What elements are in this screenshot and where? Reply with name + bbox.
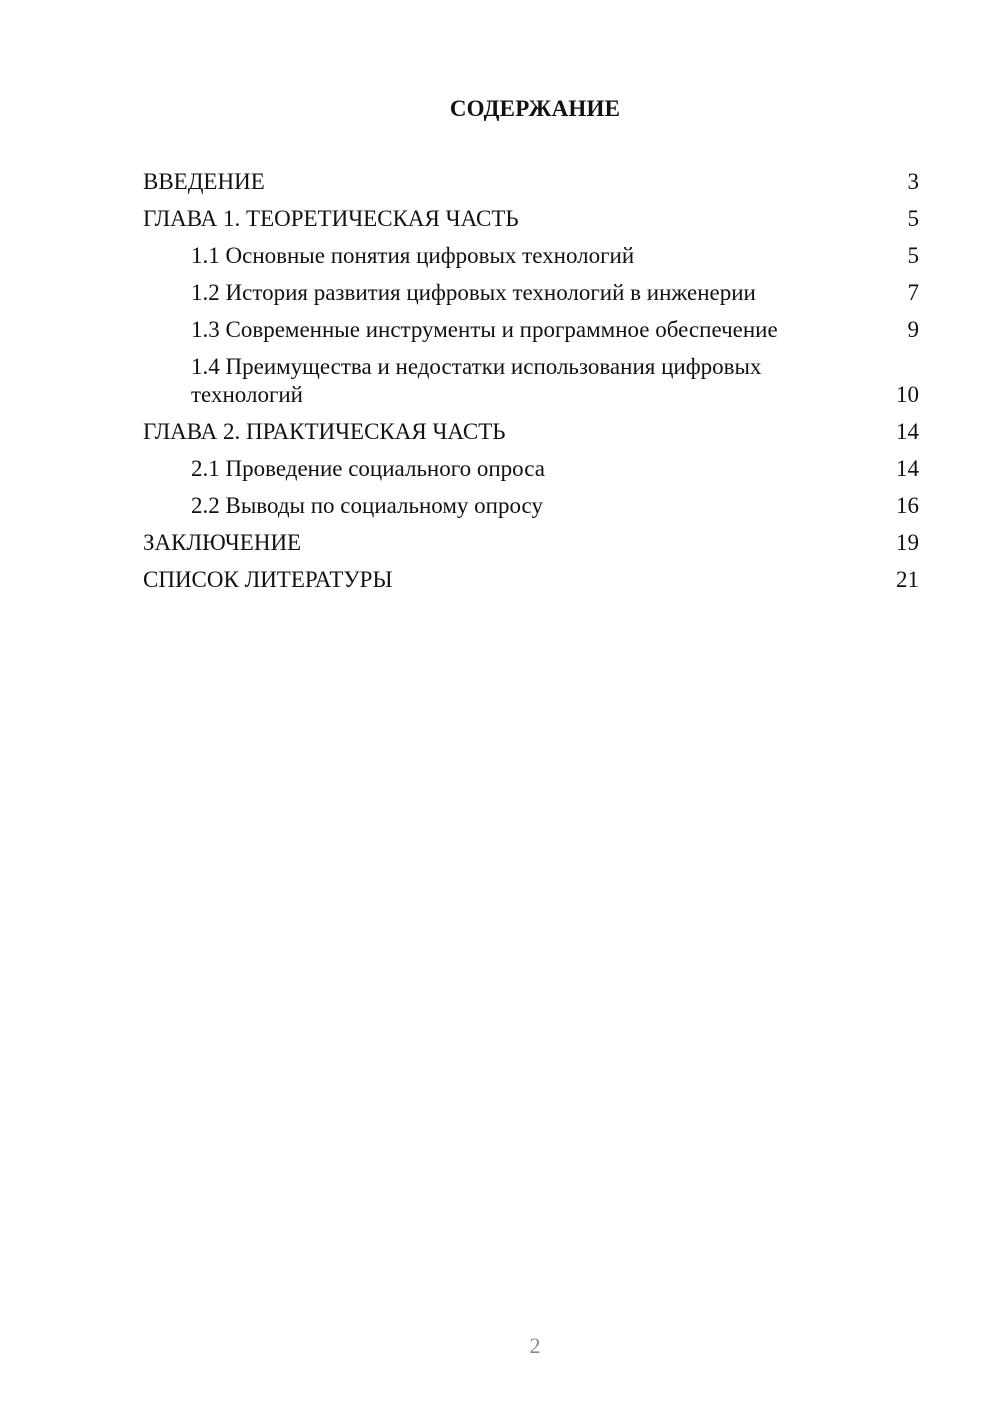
toc-entry-label: ВВЕДЕНИЕ <box>143 169 265 194</box>
toc-entry-page-number: 14 <box>896 419 919 444</box>
toc-entry-page-number: 5 <box>907 206 919 231</box>
toc-entry-label: ГЛАВА 1. ТЕОРЕТИЧЕСКАЯ ЧАСТЬ <box>143 206 519 231</box>
toc-entry-label: 1.2 История развития цифровых технологий в инженерии <box>191 280 756 305</box>
toc-entry-chapter-2[interactable] <box>143 418 919 446</box>
toc-entry-label: СПИСОК ЛИТЕРАТУРЫ <box>143 567 393 592</box>
toc-entry-references[interactable] <box>143 566 919 594</box>
toc-entry-label: 1.1 Основные понятия цифровых технологий <box>191 243 635 268</box>
toc-entry-section-2-1[interactable] <box>143 455 919 483</box>
toc-entry-page-number: 9 <box>907 317 919 342</box>
toc-entry-section-1-1[interactable] <box>143 242 919 270</box>
toc-entry-label: 2.1 Проведение социального опроса <box>191 456 545 481</box>
toc-entry-label: 1.3 Современные инструменты и программное обеспечение <box>191 317 778 342</box>
toc-entry-chapter-1[interactable] <box>143 205 919 233</box>
toc-entry-page-number: 7 <box>907 280 919 305</box>
toc-entry-section-1-3[interactable] <box>143 316 919 344</box>
toc-entry-page-number: 21 <box>896 567 919 592</box>
toc-entry-introduction[interactable] <box>143 168 919 196</box>
page-number-footer: 2 <box>529 1333 541 1358</box>
toc-entry-page-number: 5 <box>907 243 919 268</box>
toc-entry-label: ЗАКЛЮЧЕНИЕ <box>143 530 302 555</box>
toc-entry-label: 2.2 Выводы по социальному опросу <box>191 493 543 518</box>
table-of-contents <box>143 168 919 603</box>
toc-entry-page-number: 3 <box>907 169 919 194</box>
toc-entry-page-number: 14 <box>896 456 919 481</box>
toc-entry-conclusion[interactable] <box>143 529 919 557</box>
toc-entry-section-2-2[interactable] <box>143 492 919 520</box>
toc-entry-page-number: 10 <box>896 382 919 407</box>
toc-entry-section-1-2[interactable] <box>143 279 919 307</box>
toc-entry-label: 1.4 Преимущества и недостатки использования цифровых технологий <box>191 354 762 407</box>
toc-entry-label: ГЛАВА 2. ПРАКТИЧЕСКАЯ ЧАСТЬ <box>143 419 506 444</box>
page-title: СОДЕРЖАНИЕ <box>449 96 621 121</box>
toc-entry-page-number: 19 <box>896 530 919 555</box>
toc-entry-page-number: 16 <box>896 493 919 518</box>
toc-entry-section-1-4[interactable] <box>143 353 919 409</box>
